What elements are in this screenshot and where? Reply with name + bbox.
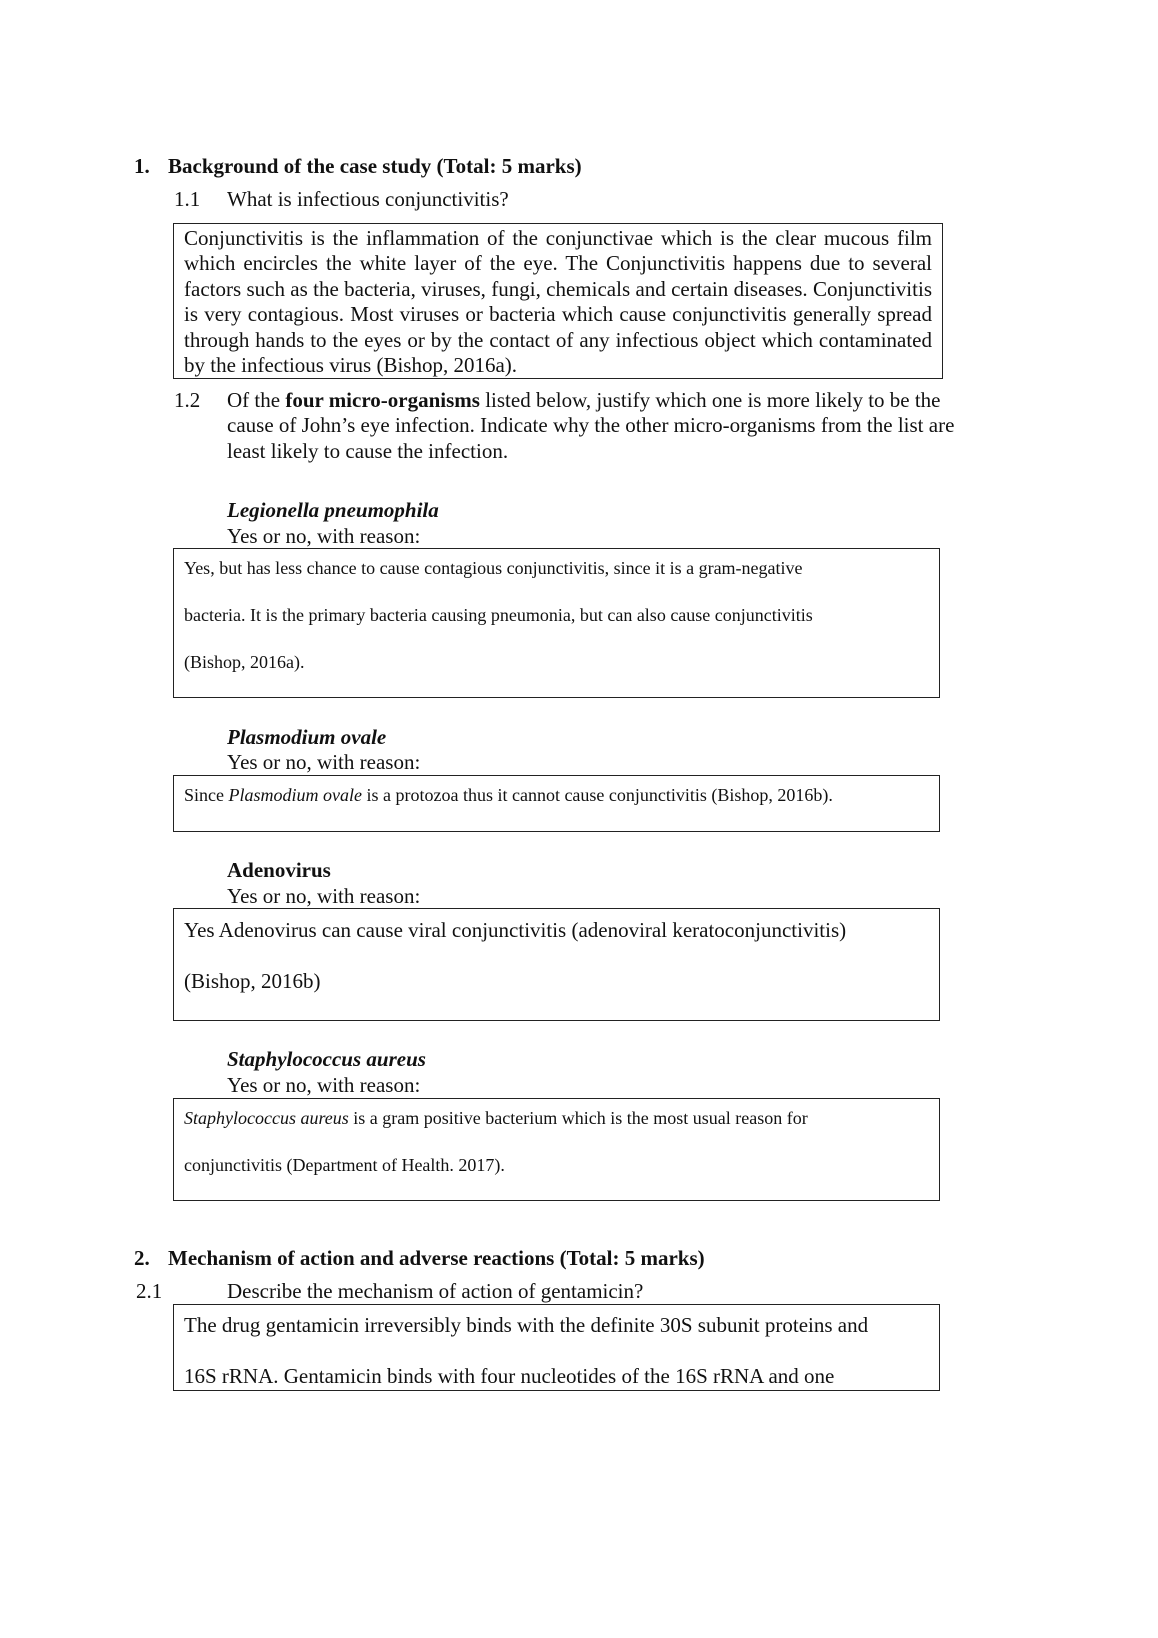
organism-name: Adenovirus	[227, 858, 331, 882]
answer-line: conjunctivitis (Department of Health. 2017).	[184, 1155, 505, 1175]
question-text: listed below, justify which one is more likely to be the cause of John’s eye infection. Indicate why the other micro-organisms from the list are least likely to cause the infection.	[227, 388, 955, 463]
answer-text	[184, 1095, 933, 1189]
answer-prompt: Yes or no, with reason:	[227, 1073, 421, 1097]
question-emphasis: four micro-organisms	[285, 388, 480, 412]
answer-box-1-1[interactable]	[173, 223, 943, 379]
answer-line: Yes, but has less chance to cause contagious conjunctivitis, since it is a gram-negative	[184, 558, 803, 578]
question-1-2	[227, 388, 977, 464]
answer-line: 16S rRNA. Gentamicin binds with four nucleotides of the 16S rRNA and one	[184, 1364, 835, 1388]
question-1-2-number: 1.2	[174, 388, 201, 412]
section-2-number: 2.	[134, 1246, 150, 1270]
organism-name: Plasmodium ovale	[227, 725, 387, 749]
question-text: Of the	[227, 388, 286, 412]
answer-line	[184, 1095, 933, 1142]
section-1-heading: Background of the case study (Total: 5 marks)	[168, 154, 582, 178]
answer-part: is a gram positive bacterium which is the most usual reason for	[348, 1108, 808, 1128]
answer-italic: Plasmodium ovale	[228, 785, 362, 805]
question-1-1: What is infectious conjunctivitis?	[227, 187, 509, 211]
section-2-heading: Mechanism of action and adverse reactions (Total: 5 marks)	[168, 1246, 705, 1270]
answer-box-adenovirus[interactable]	[173, 908, 940, 1021]
answer-part: is a protozoa thus it cannot cause conjunctivitis (Bishop, 2016b).	[361, 785, 833, 805]
answer-text	[184, 905, 933, 1007]
answer-box-legionella[interactable]	[173, 548, 940, 698]
answer-prompt: Yes or no, with reason:	[227, 524, 421, 548]
answer-prompt: Yes or no, with reason:	[227, 884, 421, 908]
answer-italic: Staphylococcus aureus	[184, 1108, 349, 1128]
answer-text	[184, 1300, 933, 1402]
answer-line: Yes Adenovirus can cause viral conjunctivitis (adenoviral keratoconjunctivitis)	[184, 918, 847, 942]
answer-text	[184, 545, 933, 686]
answer-line: (Bishop, 2016a).	[184, 652, 305, 672]
answer-line: (Bishop, 2016b)	[184, 969, 321, 993]
answer-line: bacteria. It is the primary bacteria causing pneumonia, but can also cause conjunctivitis	[184, 605, 813, 625]
section-1-number: 1.	[134, 154, 150, 178]
answer-box-staphylococcus[interactable]	[173, 1098, 940, 1201]
answer-box-plasmodium[interactable]	[173, 775, 940, 832]
organism-name: Legionella pneumophila	[227, 498, 439, 522]
answer-prompt: Yes or no, with reason:	[227, 750, 421, 774]
answer-line: The drug gentamicin irreversibly binds with the definite 30S subunit proteins and	[184, 1313, 869, 1337]
answer-part: Since	[184, 785, 229, 805]
answer-text	[184, 772, 933, 819]
answer-1-1-text: Conjunctivitis is the inflammation of the conjunctivae which is the clear mucous film which encircles the white layer of the eye. The Conjunctivitis happens due to several factors such as the bacteria, viruses, fungi, chemicals and certain diseases. Conjunctivitis is very contagious. Most viruses or bacteria which cause conjunctivitis generally spread through hands to the eyes or by the contact of any infectious object which contaminated by the infectious virus (Bishop, 2016a).	[184, 226, 932, 378]
question-2-1: Describe the mechanism of action of gentamicin?	[227, 1279, 644, 1303]
answer-box-2-1[interactable]	[173, 1304, 940, 1391]
question-2-1-number: 2.1	[136, 1279, 163, 1303]
organism-name: Staphylococcus aureus	[227, 1047, 426, 1071]
question-1-1-number: 1.1	[174, 187, 201, 211]
